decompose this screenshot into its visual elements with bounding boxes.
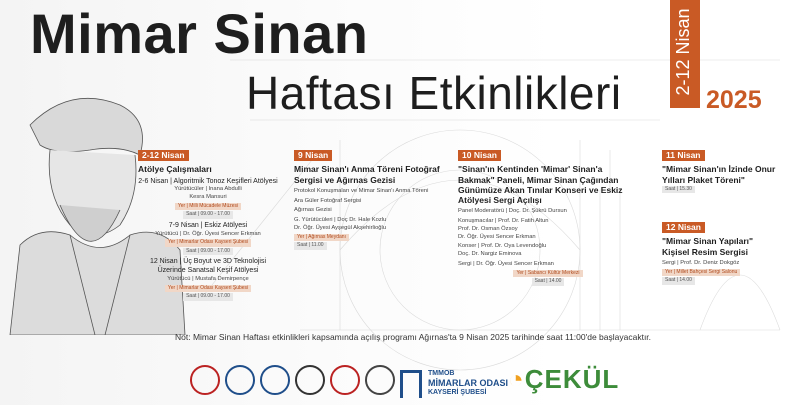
column-ceremony xyxy=(294,150,444,250)
detail-line: Ara Güler Fotoğraf Sergisi xyxy=(294,197,362,204)
detail-line: Protokol Konuşmaları ve Mimar Sinan'ı Anma Töreni xyxy=(294,187,429,194)
tmmob-line-1: TMMOB xyxy=(428,370,455,377)
place-pill: Yer | Sabancı Kültür Merkezi xyxy=(513,270,582,278)
place-pill: Yer | Mimarlar Odası Kayseri Şubesi xyxy=(165,239,251,247)
place-pill: Yer | Mimarlar Odası Kayseri Şubesi xyxy=(165,285,251,293)
tmmob-line-2: MİMARLAR ODASI xyxy=(428,378,508,388)
detail-line: Sergi | Prof. Dr. Deniz Dokgöz xyxy=(662,259,740,266)
workshop-item xyxy=(138,258,278,300)
detail-line: G. Yürütücüleri | Doç Dr. Hale Kozlu Dr. Öğr. Üyesi Ayşegül Akşehirlioğlu xyxy=(294,217,387,231)
workshop-subtitle: 2-6 Nisan | Algoritmik Tonoz Keşifleri Atölyesi xyxy=(138,177,278,185)
time-pill: Saat | 09.00 - 17.00 xyxy=(183,248,233,256)
municipality-seal-icon xyxy=(190,365,220,395)
cekul-text: ÇEKÜL xyxy=(524,364,620,394)
workshop-subtitle: 12 Nisan | Üç Boyut ve 3D Teknolojisi Üzerinde Sanatsal Keşif Atölyesi xyxy=(149,258,267,275)
footnote: Not: Mimar Sinan Haftası etkinlikleri kapsamında açılış programı Ağırnas'ta 9 Nisan 2025 tarihinde saat 11:00'de başlayacaktır. xyxy=(175,332,652,342)
date-tag: 12 Nisan xyxy=(662,222,705,233)
column-plaque xyxy=(662,150,782,193)
time-pill: Saat | 09.00 - 17.00 xyxy=(183,211,233,219)
workshop-people: Yürütücü | Dr. Öğr. Üyesi Sencer Erkman xyxy=(155,230,261,237)
column-workshops xyxy=(138,150,278,301)
detail-line: Konuşmacılar | Prof. Dr. Fatih Altun Prof. Dr. Osman Özsoy Dr. Öğr. Üyesi Sencer Erkman xyxy=(458,217,549,240)
event-title: "Mimar Sinan Yapıları" Kişisel Resim Sergisi xyxy=(662,236,754,257)
detail-line: Panel Moderatörü | Doç. Dr. Şükrü Dursun xyxy=(458,208,567,215)
event-title: "Sinan'ın Kentinden 'Mimar' Sinan'a Bakmak" Paneli, Mimar Sinan Çağından Günümüze Akan Tınılar Konseri ve Eskiz Atölyesi Sergi Açılışı xyxy=(458,164,623,205)
year: 2025 xyxy=(706,86,762,114)
title-line-1: Mimar Sinan xyxy=(30,2,369,65)
workshop-subtitle: 7-9 Nisan | Eskiz Atölyesi xyxy=(168,221,248,229)
event-title: Mimar Sinan'ı Anma Töreni Fotoğraf Sergisi ve Ağırnas Gezisi xyxy=(294,164,440,185)
event-title: "Mimar Sinan'ın İzinde Onur Yılları Plaket Töreni" xyxy=(662,164,776,185)
tmmob-mark-icon xyxy=(400,370,422,398)
workshop-item xyxy=(138,222,278,256)
time-pill: Saat | 11.00 xyxy=(294,242,327,250)
time-pill: Saat | 14.00 xyxy=(532,278,565,286)
tmmob-logo xyxy=(400,370,510,398)
title-line-2: Haftası Etkinlikleri xyxy=(246,67,622,119)
event-title: Atölye Çalışmaları xyxy=(138,164,212,175)
date-tag: 9 Nisan xyxy=(294,150,332,161)
time-pill: Saat | 09.00 - 17.00 xyxy=(183,293,233,301)
workshop-people: Yürütücüler | Inana Abdulli Kesra Mansuri xyxy=(174,186,242,201)
ministry-emblem-icon xyxy=(330,365,360,395)
place-pill: Yer | Milli Mücadele Müzesi xyxy=(175,203,241,211)
cekul-logo xyxy=(508,364,619,395)
time-pill: Saat | 15.30 xyxy=(662,186,695,194)
column-panel xyxy=(458,150,638,286)
detail-line: Konser | Prof. Dr. Oya Levendoğlu Doç. Dr. Nargiz Eminova xyxy=(458,243,547,258)
column-exhibition xyxy=(662,222,782,285)
date-range-vertical: 2-12 Nisan xyxy=(673,8,693,96)
tmmob-line-3: KAYSERİ ŞUBESİ xyxy=(428,389,487,396)
workshop-item xyxy=(138,178,278,219)
workshop-people: Yürütücü | Mustafa Demirpençe xyxy=(167,275,249,282)
university-seal-icon xyxy=(295,365,325,395)
mountain-emblem-icon xyxy=(225,365,255,395)
museum-logo-icon xyxy=(365,365,395,395)
place-pill: Yer | Ağırnas Meydanı xyxy=(294,234,349,242)
detail-line: Sergi | Dr. Öğr. Üyesi Sencer Erkman xyxy=(458,260,554,267)
date-tag: 10 Nisan xyxy=(458,150,501,161)
date-tag: 11 Nisan xyxy=(662,150,705,161)
university-seal-icon xyxy=(260,365,290,395)
date-tag: 2-12 Nisan xyxy=(138,150,189,161)
detail-line: Ağırnas Gezisi xyxy=(294,207,332,214)
time-pill: Saat | 14.00 xyxy=(662,277,695,285)
cekul-swirl-icon: ◔ xyxy=(508,364,525,394)
place-pill: Yer | Millet Bahçesi Sergi Salonu xyxy=(662,269,740,277)
